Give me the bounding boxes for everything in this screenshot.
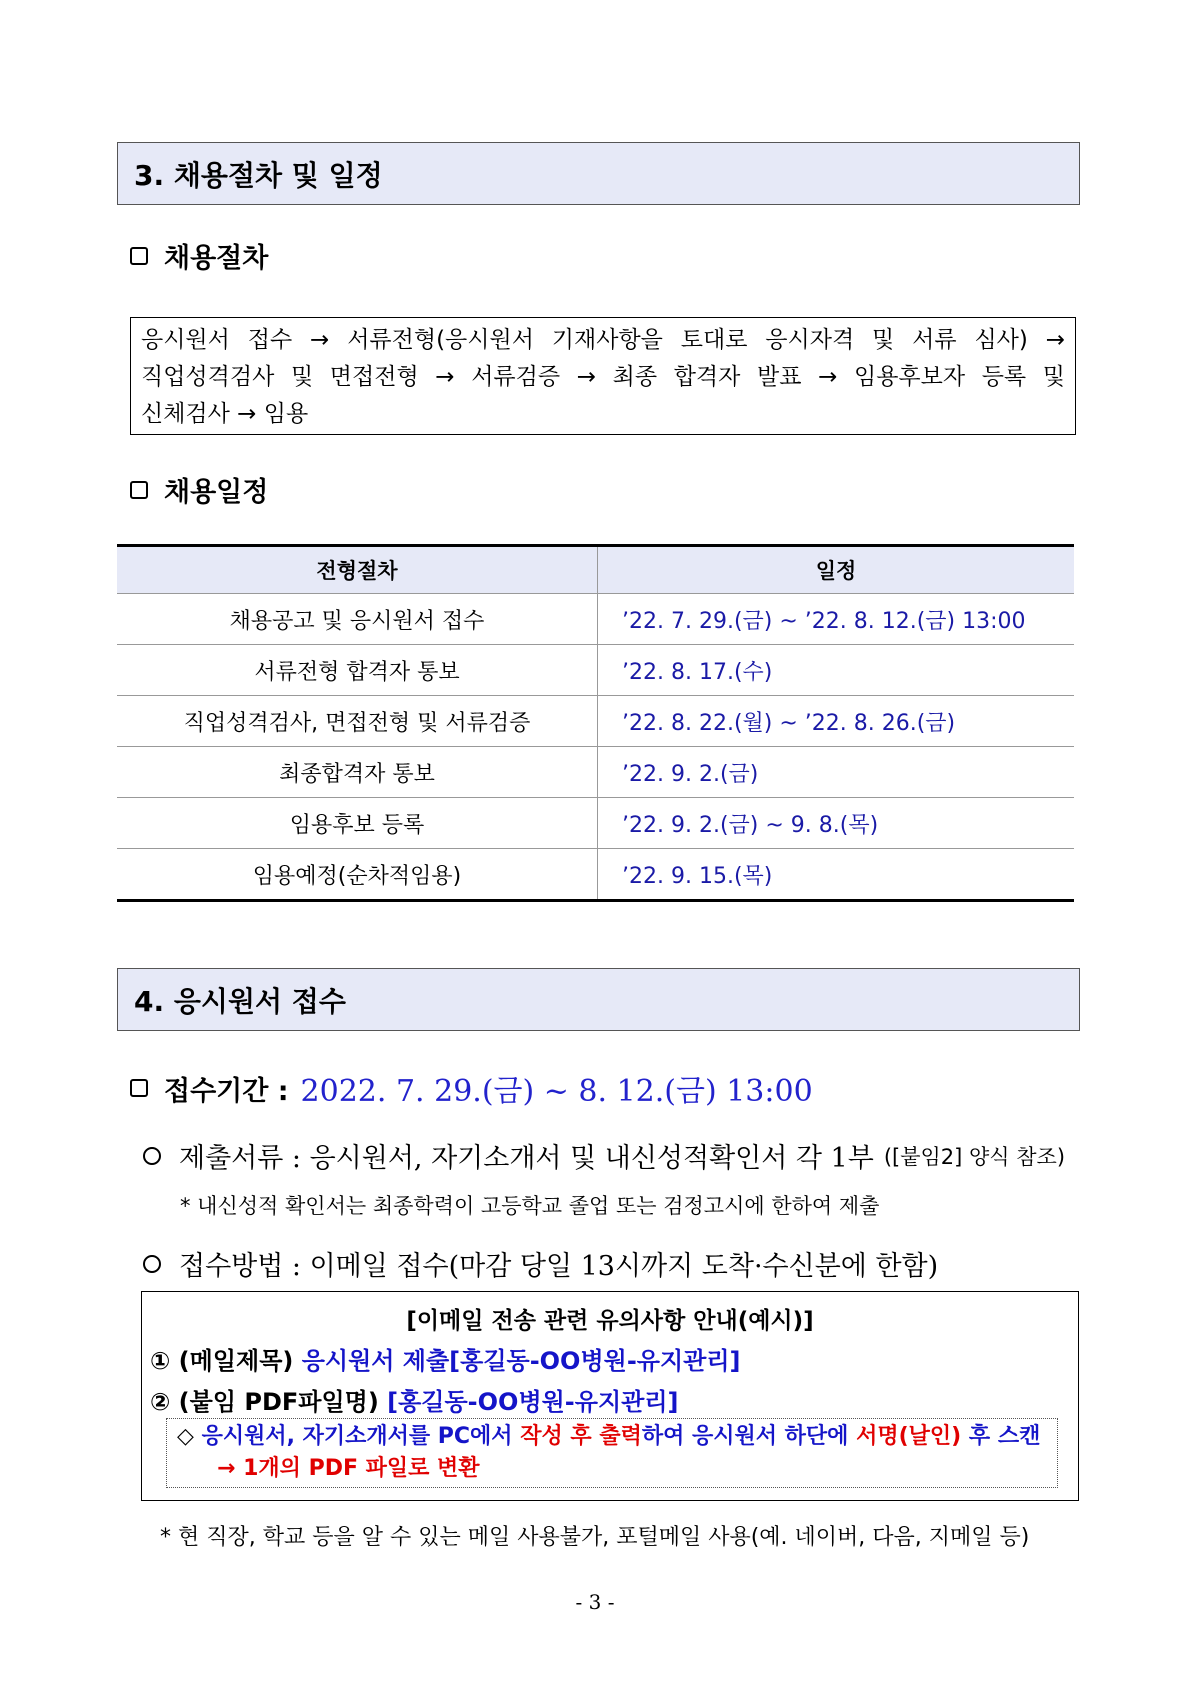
table-header-row (117, 546, 1074, 594)
date-cell: ’22. 7. 29.(금) ~ ’22. 8. 12.(금) 13:00 (598, 594, 1075, 645)
date-cell: ’22. 8. 22.(월) ~ ’22. 8. 26.(금) (598, 696, 1075, 747)
table-row (117, 645, 1074, 696)
column-header-stage: 전형절차 (117, 546, 598, 594)
table-row (117, 594, 1074, 645)
instruction-line-1 (177, 1421, 1047, 1453)
documents-star-note: * 내신성적 확인서는 최종학력이 고등학교 졸업 또는 검정고시에 한하여 제출 (180, 1194, 880, 1218)
stage-cell: 임용후보 등록 (117, 798, 598, 849)
period-label: 접수기간 : (164, 1075, 289, 1107)
procedure-heading-text: 채용절차 (164, 243, 269, 274)
procedure-box (130, 317, 1076, 435)
instruction-part: 작성 후 출력 (520, 1424, 642, 1449)
row-value: 응시원서 제출[홍길동-OO병원-유지관리] (301, 1347, 741, 1375)
schedule-heading-text: 채용일정 (164, 477, 269, 508)
schedule-table (117, 544, 1074, 902)
section-3-header (117, 142, 1080, 205)
diamond-icon: ◇ (177, 1424, 194, 1449)
email-notice-box (141, 1291, 1079, 1501)
procedure-line: 직업성격검사 및 면접전형 → 서류검증 → 최종 합격자 발표 → 임용후보자 등록 및 (141, 364, 1065, 390)
table-row (117, 849, 1074, 901)
instruction-line-2: → 1개의 PDF 파일로 변환 (217, 1456, 480, 1481)
table-row (117, 747, 1074, 798)
page-number: - 3 - (575, 1590, 615, 1614)
schedule-heading (130, 470, 268, 509)
instruction-part: 서명(날인) (856, 1424, 962, 1449)
checkbox-icon (130, 247, 148, 265)
documents-line (143, 1136, 1065, 1175)
instruction-part: 후 스캔 (968, 1424, 1041, 1449)
stage-cell: 직업성격검사, 면접전형 및 서류검증 (117, 696, 598, 747)
section-4-header (117, 968, 1080, 1031)
row-prefix: ② (붙임 PDF파일명) (150, 1388, 379, 1416)
checkbox-icon (130, 1079, 148, 1097)
email-box-title: [이메일 전송 관련 유의사항 안내(예시)] (406, 1308, 814, 1334)
email-restriction-note: * 현 직장, 학교 등을 알 수 있는 메일 사용불가, 포털메일 사용(예. 네이버, 다음, 지메일 등) (160, 1525, 1030, 1550)
procedure-line: 신체검사 → 임용 (141, 401, 309, 427)
documents-note: ([붙임2] 양식 참조) (883, 1144, 1066, 1169)
period-value: 2022. 7. 29.(금) ~ 8. 12.(금) 13:00 (300, 1074, 813, 1109)
section-3-title: 3. 채용절차 및 일정 (134, 158, 383, 192)
section-4-title: 4. 응시원서 접수 (134, 984, 346, 1018)
column-header-date: 일정 (598, 546, 1075, 594)
email-row-filename (150, 1382, 1078, 1417)
stage-cell: 임용예정(순차적임용) (117, 849, 598, 901)
stage-cell: 서류전형 합격자 통보 (117, 645, 598, 696)
application-period (130, 1066, 813, 1110)
instruction-part: 하여 응시원서 하단에 (641, 1424, 849, 1449)
checkbox-icon (130, 481, 148, 499)
stage-cell: 최종합격자 통보 (117, 747, 598, 798)
table-row (117, 696, 1074, 747)
table-row (117, 798, 1074, 849)
method-line (143, 1244, 938, 1283)
procedure-heading (130, 236, 268, 275)
date-cell: ’22. 9. 2.(금) ~ 9. 8.(목) (598, 798, 1075, 849)
instruction-part: 응시원서, 자기소개서를 PC에서 (201, 1424, 513, 1449)
date-cell: ’22. 9. 2.(금) (598, 747, 1075, 798)
documents-text: 제출서류 : 응시원서, 자기소개서 및 내신성적확인서 각 1부 (179, 1143, 874, 1174)
stage-cell: 채용공고 및 응시원서 접수 (117, 594, 598, 645)
row-value: [홍길동-OO병원-유지관리] (387, 1388, 679, 1416)
pdf-instructions (166, 1418, 1058, 1488)
date-cell: ’22. 9. 15.(목) (598, 849, 1075, 901)
circle-bullet-icon (143, 1147, 161, 1165)
email-row-subject (150, 1341, 1078, 1376)
method-text: 접수방법 : 이메일 접수(마감 당일 13시까지 도착·수신분에 한함) (179, 1251, 939, 1282)
row-prefix: ① (메일제목) (150, 1347, 294, 1375)
circle-bullet-icon (143, 1255, 161, 1273)
procedure-line: 응시원서 접수 → 서류전형(응시원서 기재사항을 토대로 응시자격 및 서류 심사) → (141, 327, 1065, 353)
date-cell: ’22. 8. 17.(수) (598, 645, 1075, 696)
